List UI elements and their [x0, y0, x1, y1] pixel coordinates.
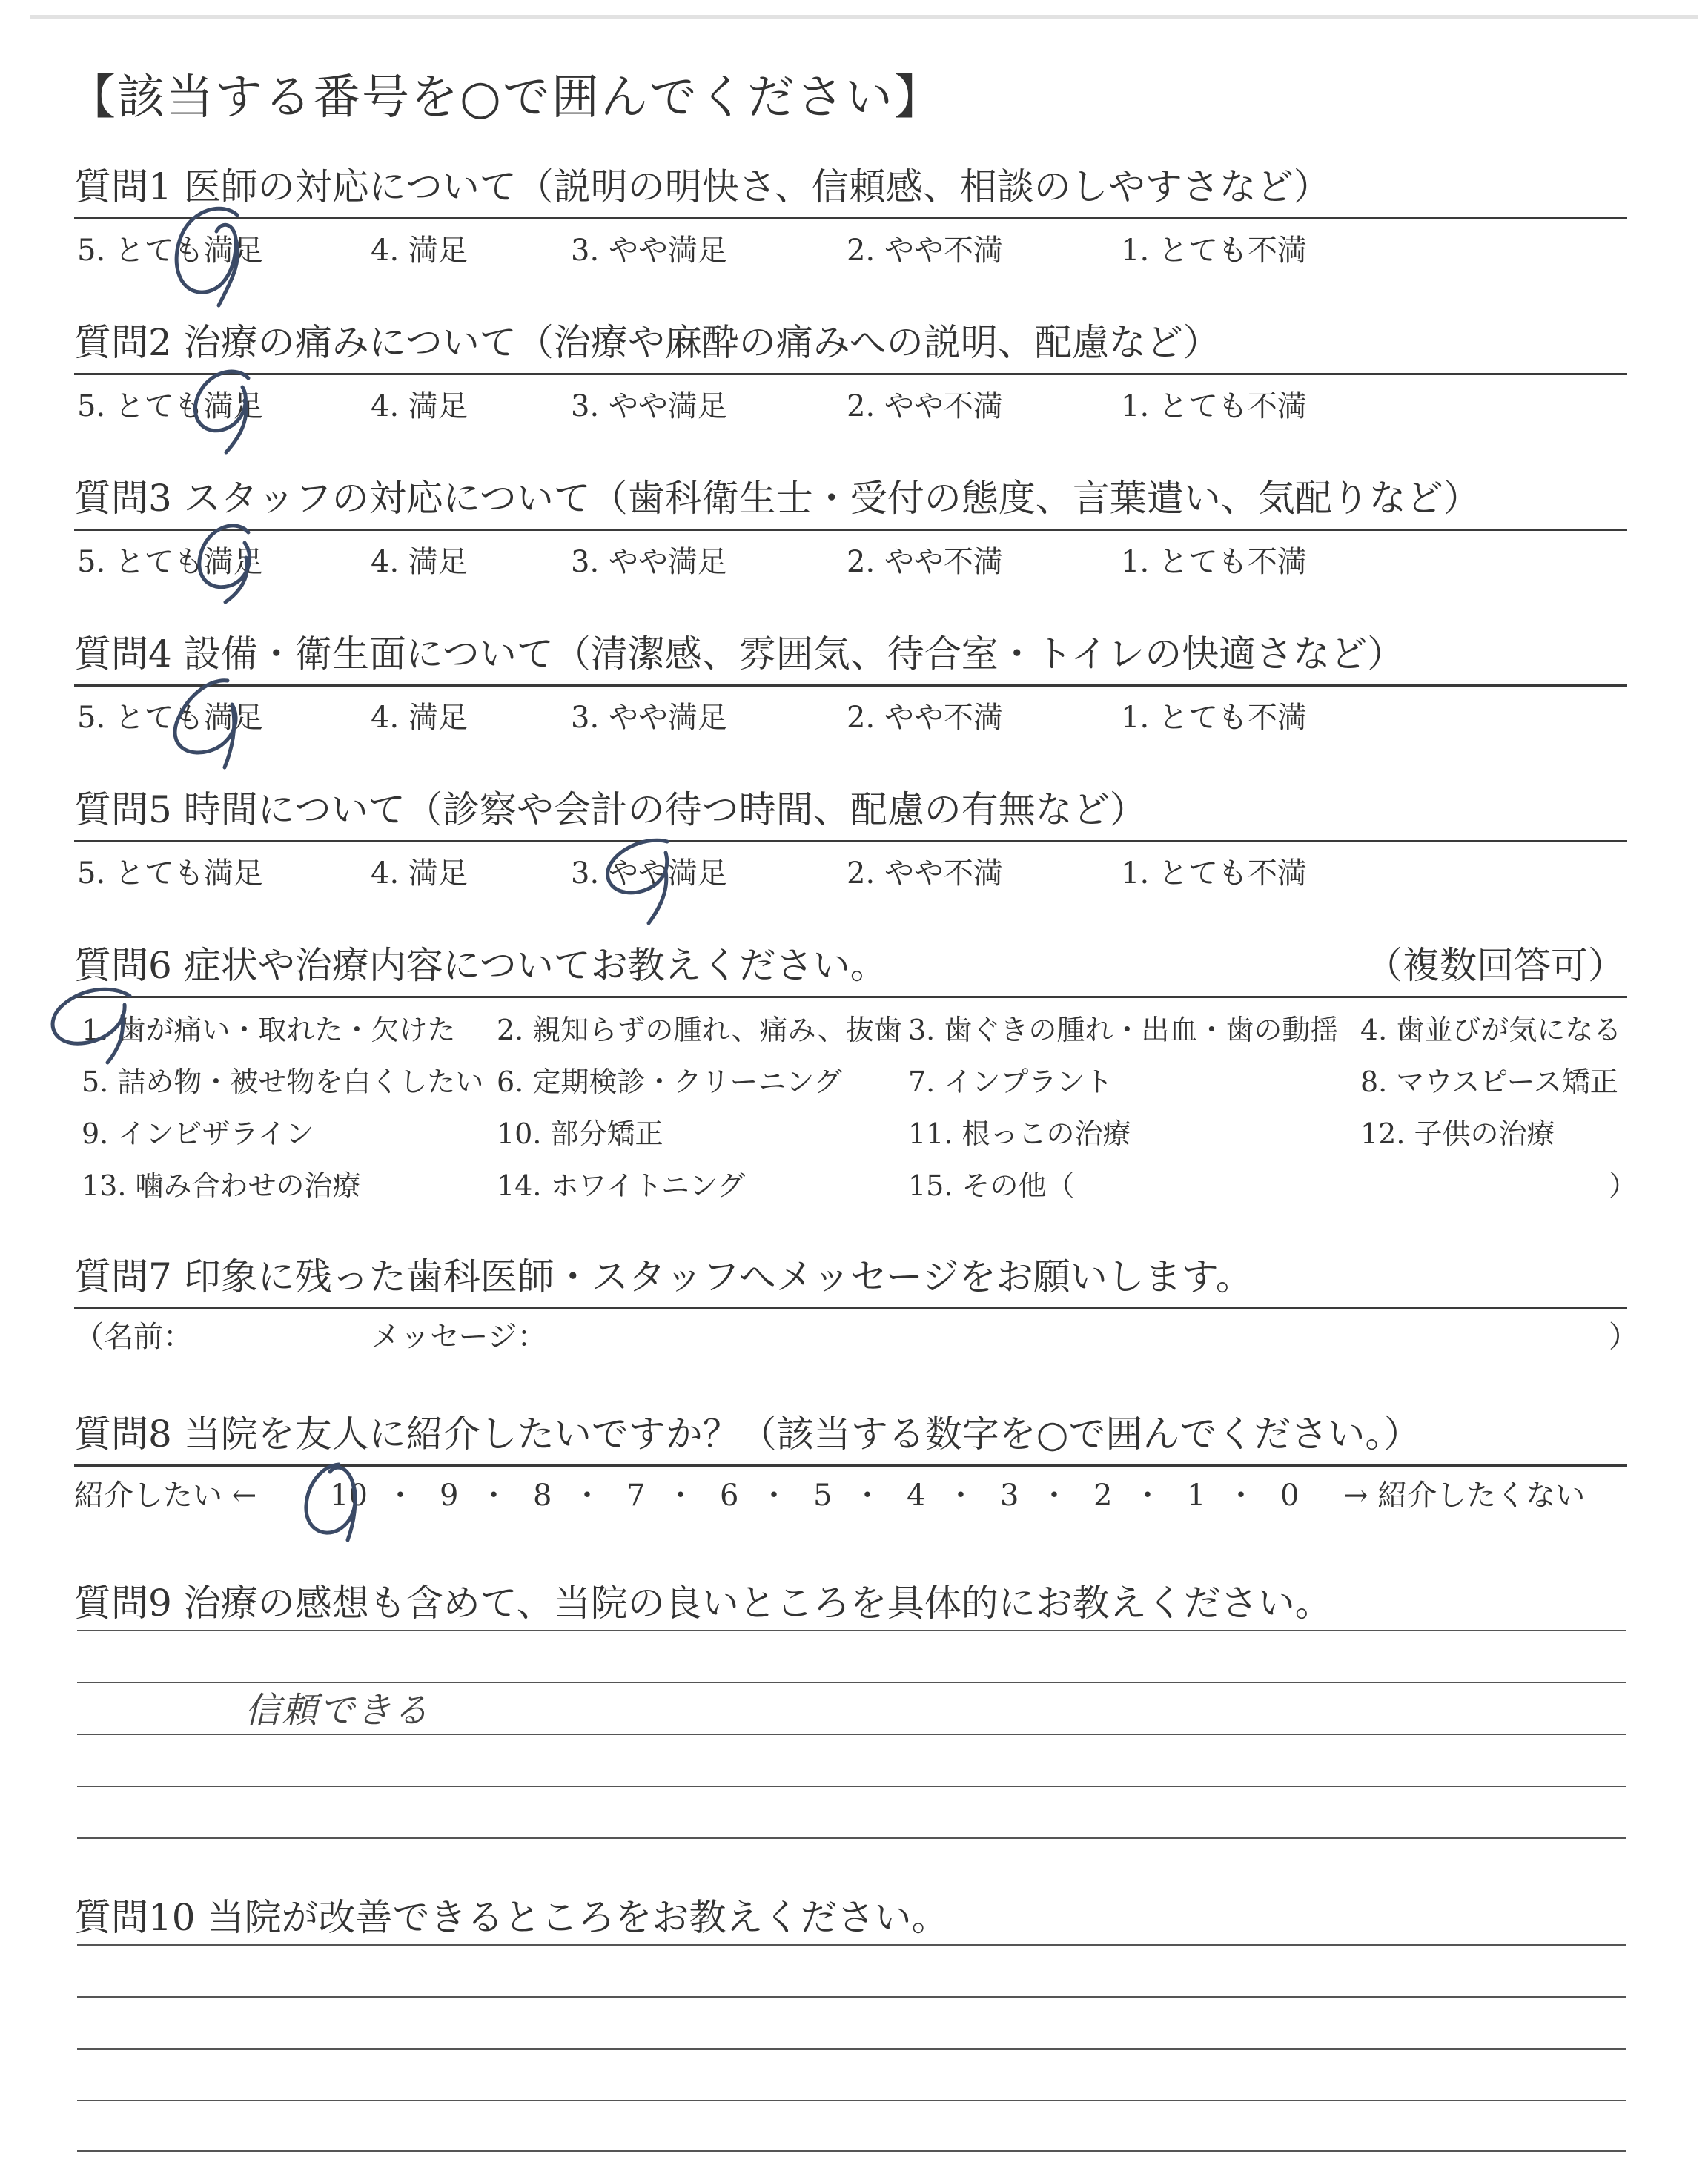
q8-separator: ・ [479, 1479, 509, 1513]
q10-answer-line[interactable] [77, 1996, 1626, 1998]
q4-option-4[interactable]: 4. 満足 [371, 701, 468, 735]
q2-option-4[interactable]: 4. 満足 [371, 389, 468, 423]
q3-option-4[interactable]: 4. 満足 [371, 545, 468, 579]
q7-close-paren: ） [1609, 1320, 1638, 1354]
q1-title: 質問1 医師の対応について（説明の明快さ、信頼感、相談のしやすさなど） [74, 165, 1331, 208]
q3-title: 質問3 スタッフの対応について（歯科衛生士・受付の態度、言葉遣い、気配りなど） [74, 477, 1480, 520]
q8-score-6[interactable]: 6 [720, 1479, 739, 1513]
q2-title: 質問2 治療の痛みについて（治療や麻酔の痛みへの説明、配慮など） [74, 321, 1220, 364]
q7-message-label: メッセージ： [371, 1320, 547, 1354]
q3-rule [74, 529, 1627, 531]
q10-answer-line[interactable] [77, 2150, 1626, 2152]
q9-title: 質問9 治療の感想も含めて、当院の良いところを具体的にお教えください。 [74, 1582, 1332, 1625]
q6-option-14[interactable]: 14. ホワイトニング [497, 1169, 746, 1202]
q4-option-3[interactable]: 3. やや満足 [571, 701, 727, 735]
q5-option-2[interactable]: 2. やや不満 [847, 856, 1003, 891]
q8-separator: ・ [853, 1479, 882, 1513]
q8-separator: ・ [385, 1479, 415, 1513]
q1-option-3[interactable]: 3. やや満足 [571, 234, 727, 268]
q1-option-2[interactable]: 2. やや不満 [847, 234, 1003, 268]
q8-score-1[interactable]: 1 [1187, 1479, 1206, 1513]
q8-score-8[interactable]: 8 [533, 1479, 552, 1513]
q8-score-10[interactable]: 10 [330, 1479, 368, 1513]
q3-option-3[interactable]: 3. やや満足 [571, 545, 727, 579]
q6-other-close-paren: ） [1609, 1169, 1638, 1202]
q4-option-2[interactable]: 2. やや不満 [847, 701, 1003, 735]
q6-option-4[interactable]: 4. 歯並びが気になる [1360, 1014, 1622, 1046]
q10-answer-line[interactable] [77, 2100, 1626, 2101]
q9-handwritten-answer: 信頼できる [245, 1690, 431, 1731]
q6-option-3[interactable]: 3. 歯ぐきの腫れ・出血・歯の動揺 [908, 1014, 1339, 1046]
q7-title: 質問7 印象に残った歯科医師・スタッフへメッセージをお願いします。 [74, 1255, 1253, 1298]
q4-option-1[interactable]: 1. とても不満 [1121, 701, 1307, 735]
q5-rule [74, 840, 1627, 842]
q9-answer-line[interactable] [77, 1837, 1626, 1839]
q8-separator: ・ [1133, 1479, 1162, 1513]
q6-option-12[interactable]: 12. 子供の治療 [1360, 1117, 1555, 1150]
q6-option-6[interactable]: 6. 定期検診・クリーニング [497, 1066, 842, 1098]
q3-option-1[interactable]: 1. とても不満 [1121, 545, 1307, 579]
q9-answer-line[interactable] [77, 1786, 1626, 1787]
q6-option-11[interactable]: 11. 根っこの治療 [908, 1117, 1131, 1150]
q10-answer-line[interactable] [77, 2048, 1626, 2050]
q3-option-5[interactable]: 5. とても満足 [77, 545, 263, 579]
q8-score-9[interactable]: 9 [440, 1479, 459, 1513]
q8-separator: ・ [1226, 1479, 1256, 1513]
q2-option-3[interactable]: 3. やや満足 [571, 389, 727, 423]
q6-rule [74, 996, 1627, 998]
q10-title: 質問10 当院が改善できるところをお教えください。 [74, 1896, 949, 1939]
q4-rule [74, 684, 1627, 687]
q8-rule [74, 1464, 1627, 1467]
q4-option-5[interactable]: 5. とても満足 [77, 701, 263, 735]
q9-answer-line[interactable] [77, 1630, 1626, 1631]
q4-title: 質問4 設備・衛生面について（清潔感、雰囲気、待合室・トイレの快適さなど） [74, 633, 1405, 676]
q8-score-4[interactable]: 4 [907, 1479, 926, 1513]
q5-option-1[interactable]: 1. とても不満 [1121, 856, 1307, 891]
q8-left-label: 紹介したい ← [74, 1479, 257, 1513]
q10-answer-line[interactable] [77, 1944, 1626, 1946]
q8-separator: ・ [759, 1479, 789, 1513]
q6-option-2[interactable]: 2. 親知らずの腫れ、痛み、抜歯 [497, 1014, 902, 1046]
q2-rule [74, 373, 1627, 375]
q3-option-2[interactable]: 2. やや不満 [847, 545, 1003, 579]
q6-option-10[interactable]: 10. 部分矯正 [497, 1117, 663, 1150]
q1-rule [74, 217, 1627, 219]
q8-score-5[interactable]: 5 [813, 1479, 833, 1513]
q8-title: 質問8 当院を友人に紹介したいですか？（該当する数字を○で囲んでください。） [74, 1413, 1421, 1456]
q2-option-5[interactable]: 5. とても満足 [77, 389, 263, 423]
q8-score-2[interactable]: 2 [1093, 1479, 1113, 1513]
q7-rule [74, 1307, 1627, 1309]
q6-option-1[interactable]: 1. 歯が痛い・取れた・欠けた [82, 1014, 456, 1046]
q5-title: 質問5 時間について（診察や会計の待つ時間、配慮の有無など） [74, 788, 1147, 831]
q6-option-15[interactable]: 15. その他（ [908, 1169, 1075, 1202]
q5-option-3[interactable]: 3. やや満足 [571, 856, 727, 891]
top-border [30, 15, 1698, 19]
q8-separator: ・ [946, 1479, 976, 1513]
q2-option-2[interactable]: 2. やや不満 [847, 389, 1003, 423]
q6-note: （複数回答可） [1366, 944, 1625, 987]
q6-option-8[interactable]: 8. マウスピース矯正 [1360, 1066, 1618, 1098]
q8-score-7[interactable]: 7 [626, 1479, 646, 1513]
q2-option-1[interactable]: 1. とても不満 [1121, 389, 1307, 423]
q8-separator: ・ [572, 1479, 602, 1513]
q7-name-label: （名前： [74, 1320, 193, 1354]
q8-separator: ・ [1039, 1479, 1069, 1513]
q6-option-7[interactable]: 7. インプラント [908, 1066, 1113, 1098]
q5-option-4[interactable]: 4. 満足 [371, 856, 468, 891]
q6-option-13[interactable]: 13. 噛み合わせの治療 [82, 1169, 361, 1202]
q5-option-5[interactable]: 5. とても満足 [77, 856, 263, 891]
q6-title: 質問6 症状や治療内容についてお教えください。 [74, 944, 887, 987]
q8-score-3[interactable]: 3 [1000, 1479, 1019, 1513]
q8-score-0[interactable]: 0 [1280, 1479, 1300, 1513]
q8-right-label: → 紹介したくない [1343, 1479, 1586, 1513]
page-heading: 【該当する番号を○で囲んでください】 [68, 70, 943, 125]
q1-option-1[interactable]: 1. とても不満 [1121, 234, 1307, 268]
q6-option-5[interactable]: 5. 詰め物・被せ物を白くしたい [82, 1066, 484, 1098]
q8-separator: ・ [666, 1479, 695, 1513]
q1-option-5[interactable]: 5. とても満足 [77, 234, 263, 268]
q6-option-9[interactable]: 9. インビザライン [82, 1117, 314, 1150]
q1-option-4[interactable]: 4. 満足 [371, 234, 468, 268]
q9-answer-line[interactable] [77, 1734, 1626, 1735]
